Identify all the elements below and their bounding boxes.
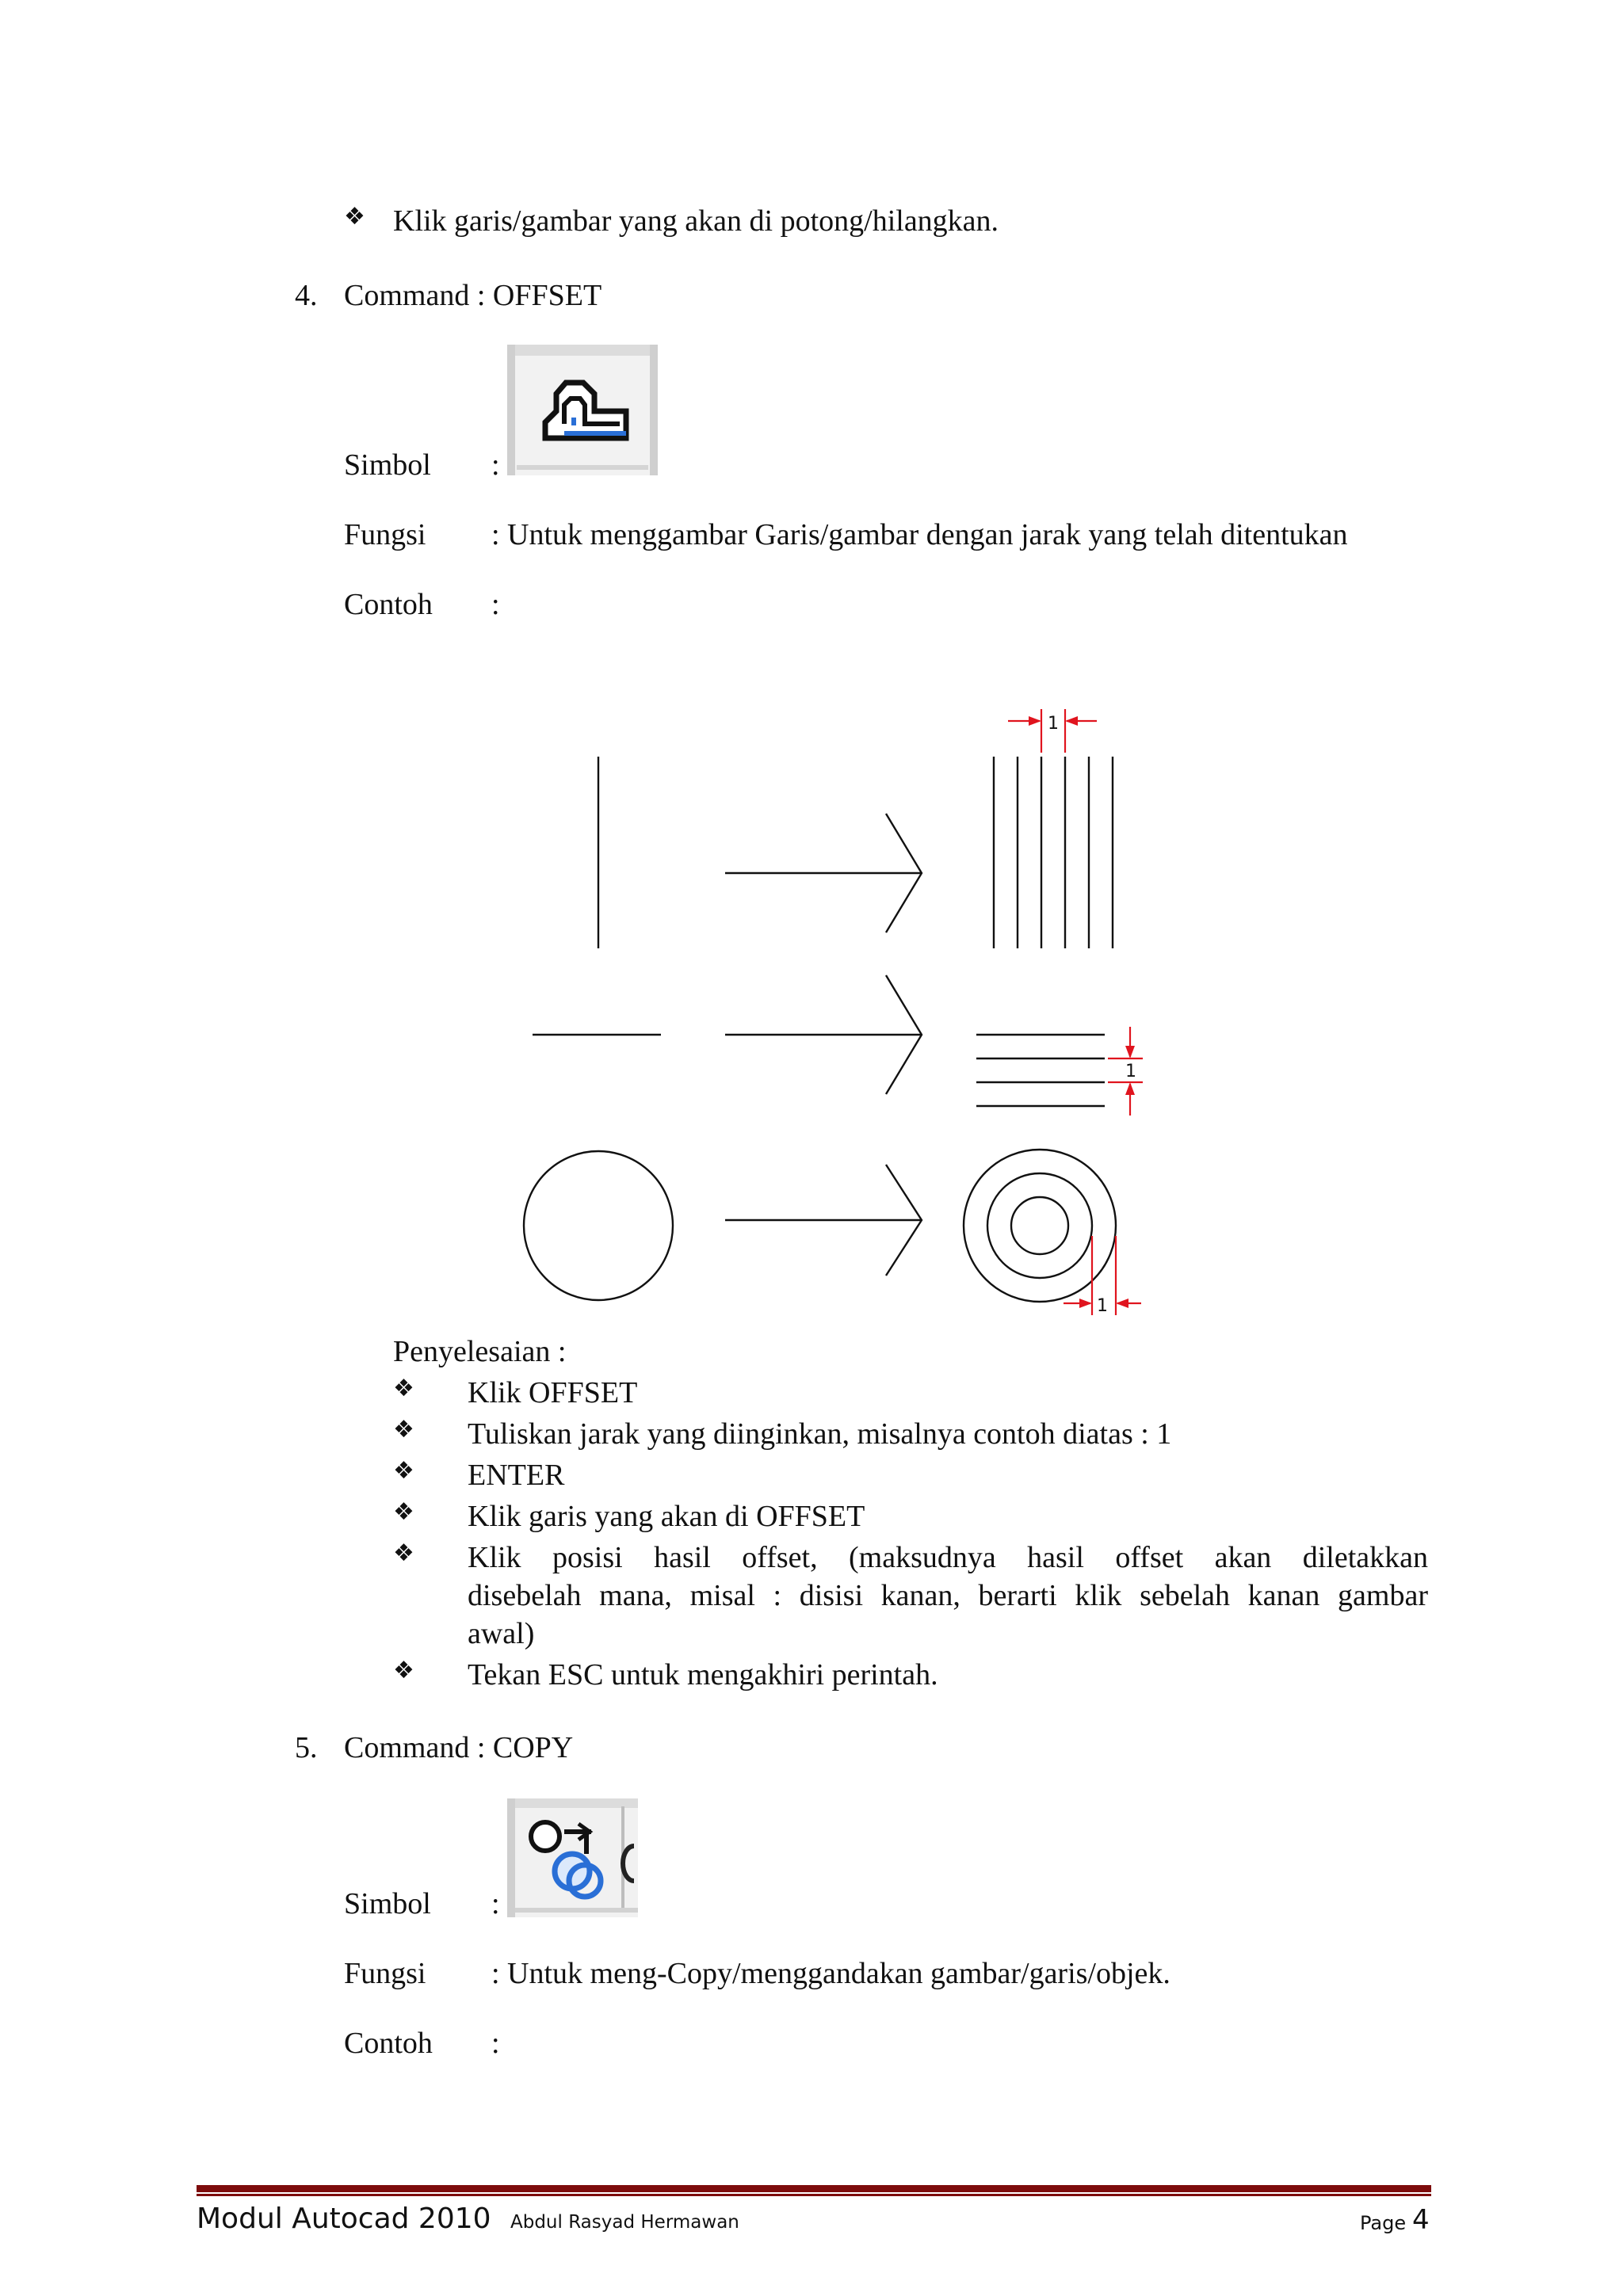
footer-page-number: 4 bbox=[1412, 2204, 1430, 2236]
section4-simbol-label: Simbol bbox=[344, 448, 431, 482]
dimension-middle-label: 1 bbox=[1125, 1062, 1136, 1081]
arrow-row2 bbox=[725, 975, 922, 1094]
step-1: Klik OFFSET bbox=[468, 1376, 638, 1409]
section5-fungsi-label: Fungsi bbox=[344, 1957, 426, 1990]
section4-command: Command : OFFSET bbox=[344, 279, 602, 312]
section5-fungsi-text: : Untuk meng-Copy/menggandakan gambar/garis/objek. bbox=[491, 1957, 1170, 1990]
step-3: ENTER bbox=[468, 1459, 565, 1492]
section5-number: 5. bbox=[295, 1731, 318, 1764]
penyelesaian-heading: Penyelesaian : bbox=[393, 1335, 567, 1368]
dimension-top-label: 1 bbox=[1048, 714, 1059, 734]
bullet-diamond-icon: ❖ bbox=[393, 1539, 414, 1567]
footer-author: Abdul Rasyad Hermawan bbox=[510, 2212, 739, 2233]
offset-circles bbox=[964, 1150, 1116, 1302]
section5-simbol-label: Simbol bbox=[344, 1887, 431, 1920]
footer-title: Modul Autocad 2010 bbox=[197, 2203, 491, 2235]
bullet-diamond-icon: ❖ bbox=[393, 1657, 414, 1684]
section4-contoh-label: Contoh bbox=[344, 588, 433, 621]
arrow-row1 bbox=[725, 814, 922, 933]
offset-vertical-lines bbox=[994, 757, 1113, 948]
section4-contoh-colon: : bbox=[491, 588, 500, 621]
step-4: Klik garis yang akan di OFFSET bbox=[468, 1500, 865, 1533]
section5-contoh-colon: : bbox=[491, 2027, 500, 2060]
section4-fungsi-label: Fungsi bbox=[344, 518, 426, 551]
section5-command: Command : COPY bbox=[344, 1731, 574, 1764]
intro-bullet-text: Klik garis/gambar yang akan di potong/hilangkan. bbox=[393, 204, 999, 238]
original-circle bbox=[524, 1151, 673, 1300]
bullet-diamond-icon: ❖ bbox=[393, 1416, 414, 1444]
footer-rule-thin bbox=[197, 2194, 1431, 2196]
bullet-diamond-icon: ❖ bbox=[344, 203, 365, 231]
bullet-diamond-icon: ❖ bbox=[393, 1498, 414, 1526]
footer-rule-thick bbox=[197, 2185, 1431, 2192]
step-5-line1: Klik posisi hasil offset, (maksudnya hasil offset akan diletakkan bbox=[468, 1541, 1428, 1574]
bullet-diamond-icon: ❖ bbox=[393, 1457, 414, 1485]
offset-example-figure bbox=[475, 697, 1189, 1323]
step-6: Tekan ESC untuk mengakhiri perintah. bbox=[468, 1658, 938, 1691]
step-5-line3: awal) bbox=[468, 1617, 535, 1650]
arrow-row3 bbox=[725, 1165, 922, 1276]
copy-icon bbox=[507, 1798, 638, 1917]
bullet-diamond-icon: ❖ bbox=[393, 1375, 414, 1402]
section5-contoh-label: Contoh bbox=[344, 2027, 433, 2060]
offset-icon bbox=[507, 345, 658, 475]
step-2: Tuliskan jarak yang diinginkan, misalnya contoh diatas : 1 bbox=[468, 1417, 1172, 1451]
footer-page-label: Page bbox=[1360, 2212, 1407, 2234]
section4-fungsi-text: : Untuk menggambar Garis/gambar dengan jarak yang telah ditentukan bbox=[491, 518, 1348, 551]
section5-simbol-colon: : bbox=[491, 1887, 500, 1920]
section4-simbol-colon: : bbox=[491, 448, 500, 482]
step-5-line2: disebelah mana, misal : disisi kanan, berarti klik sebelah kanan gambar bbox=[468, 1579, 1428, 1612]
offset-horizontal-lines bbox=[976, 1035, 1105, 1106]
dimension-circle-label: 1 bbox=[1097, 1296, 1108, 1316]
section4-number: 4. bbox=[295, 279, 318, 312]
